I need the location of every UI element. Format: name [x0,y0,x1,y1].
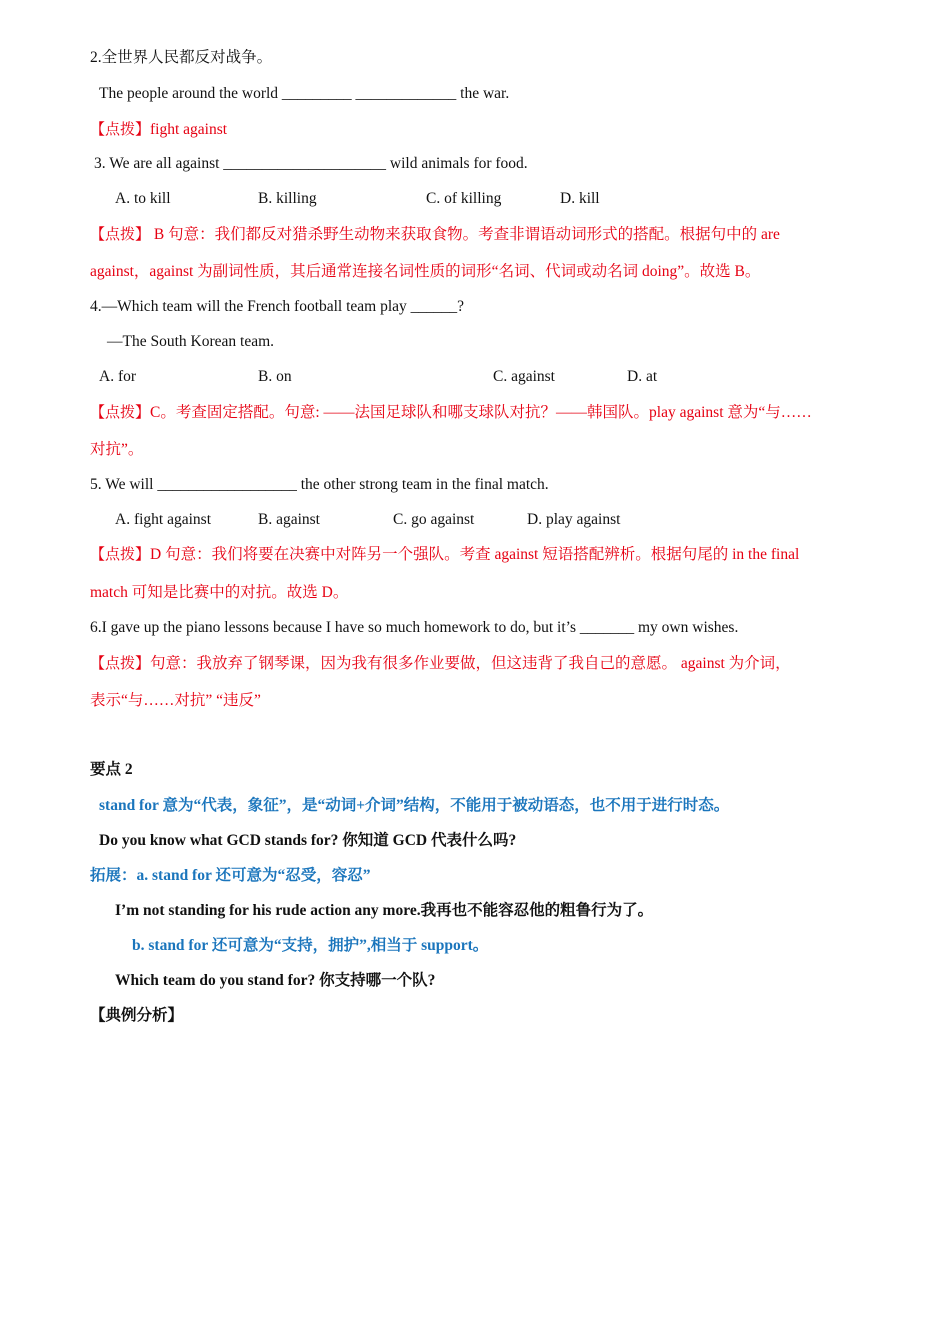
q3-hint [90,224,780,245]
q5-hint-line1: D 句意：我们将要在决赛中对阵另一个强队。考查 against 短语搭配辨析。根据句尾的 in the final [150,546,800,563]
point2-rule: stand for 意为“代表，象征”，是“动词+介词”结构，不能用于被动语态，也不用于进行时态。 [99,797,730,814]
q5-option-a: A. fight against [115,511,211,528]
hint-label: 【点拨】 [90,545,151,563]
q5-hint-line2: match 可知是比赛中的对抗。故选 D。 [90,584,349,601]
q3-option-c: C. of killing [426,190,502,207]
q4-hint [90,402,812,423]
q6-hint [90,653,791,674]
q4-sentence: 4.—Which team will the French football team play ______? [90,298,465,315]
q6-sentence: 6.I gave up the piano lessons because I have so much homework to do, but it’s _______ my own wishes. [90,619,739,636]
q3-sentence: 3. We are all against _____________________ wild animals for food. [94,155,528,172]
point2-example: Do you know what GCD stands for? 你知道 GCD 代表什么吗? [99,832,517,849]
q4-hint-line1: C。考查固定搭配。句意: ——法国足球队和哪支球队对抗？——韩国队。play against 意为“与…… [150,404,812,421]
hint-label: 【点拨】 [90,654,151,672]
hint-label: 【点拨】 [90,403,151,421]
point2-extension-a-example: I’m not standing for his rude action any more.我再也不能容忍他的粗鲁行为了。 [115,902,654,919]
q2-sentence: The people around the world _________ _____________ the war. [99,85,510,102]
q2-hint-text: fight against [150,121,228,138]
hint-label: 【点拨】 [90,225,151,243]
q4-option-b: B. on [258,368,292,385]
point2-extension-b: b. stand for 还可意为“支持，拥护”,相当于 support。 [132,937,489,954]
point2-extension-a: 拓展：a. stand for 还可意为“忍受，容忍” [90,867,371,884]
q3-hint-line1: B 句意：我们都反对猎杀野生动物来获取食物。考查非谓语动词形式的搭配。根据句中的 are [150,226,780,243]
q6-hint-line1: 句意：我放弃了钢琴课，因为我有很多作业要做，但这违背了我自己的意愿。 against 为介词， [150,655,791,672]
q5-sentence: 5. We will __________________ the other strong team in the final match. [90,476,549,493]
q3-option-b: B. killing [258,190,317,207]
q5-hint [90,544,799,565]
q5-option-b: B. against [258,511,320,528]
point2-heading: 要点 2 [90,761,133,778]
q3-option-d: D. kill [560,190,600,207]
q4-option-d: D. at [627,368,658,385]
q5-option-d: D. play against [527,511,621,528]
case-analysis-heading: 【典例分析】 [90,1007,184,1024]
hint-label: 【点拨】 [90,120,151,138]
q2-title: 2.全世界人民都反对战争。 [90,49,273,66]
q3-hint-line2: against，against 为副词性质，其后通常连接名词性质的词形“名词、代词或动名词 doing”。故选 B。 [90,263,761,280]
q4-option-a: A. for [99,368,137,385]
q4-hint-line2: 对抗”。 [90,441,144,458]
q4-option-c: C. against [493,368,555,385]
q3-option-a: A. to kill [115,190,171,207]
point2-extension-b-example: Which team do you stand for? 你支持哪一个队? [115,972,436,989]
q2-hint [90,119,227,140]
q5-option-c: C. go against [393,511,475,528]
q6-hint-line2: 表示“与……对抗” “违反” [90,692,261,709]
q4-answer: —The South Korean team. [107,333,275,350]
